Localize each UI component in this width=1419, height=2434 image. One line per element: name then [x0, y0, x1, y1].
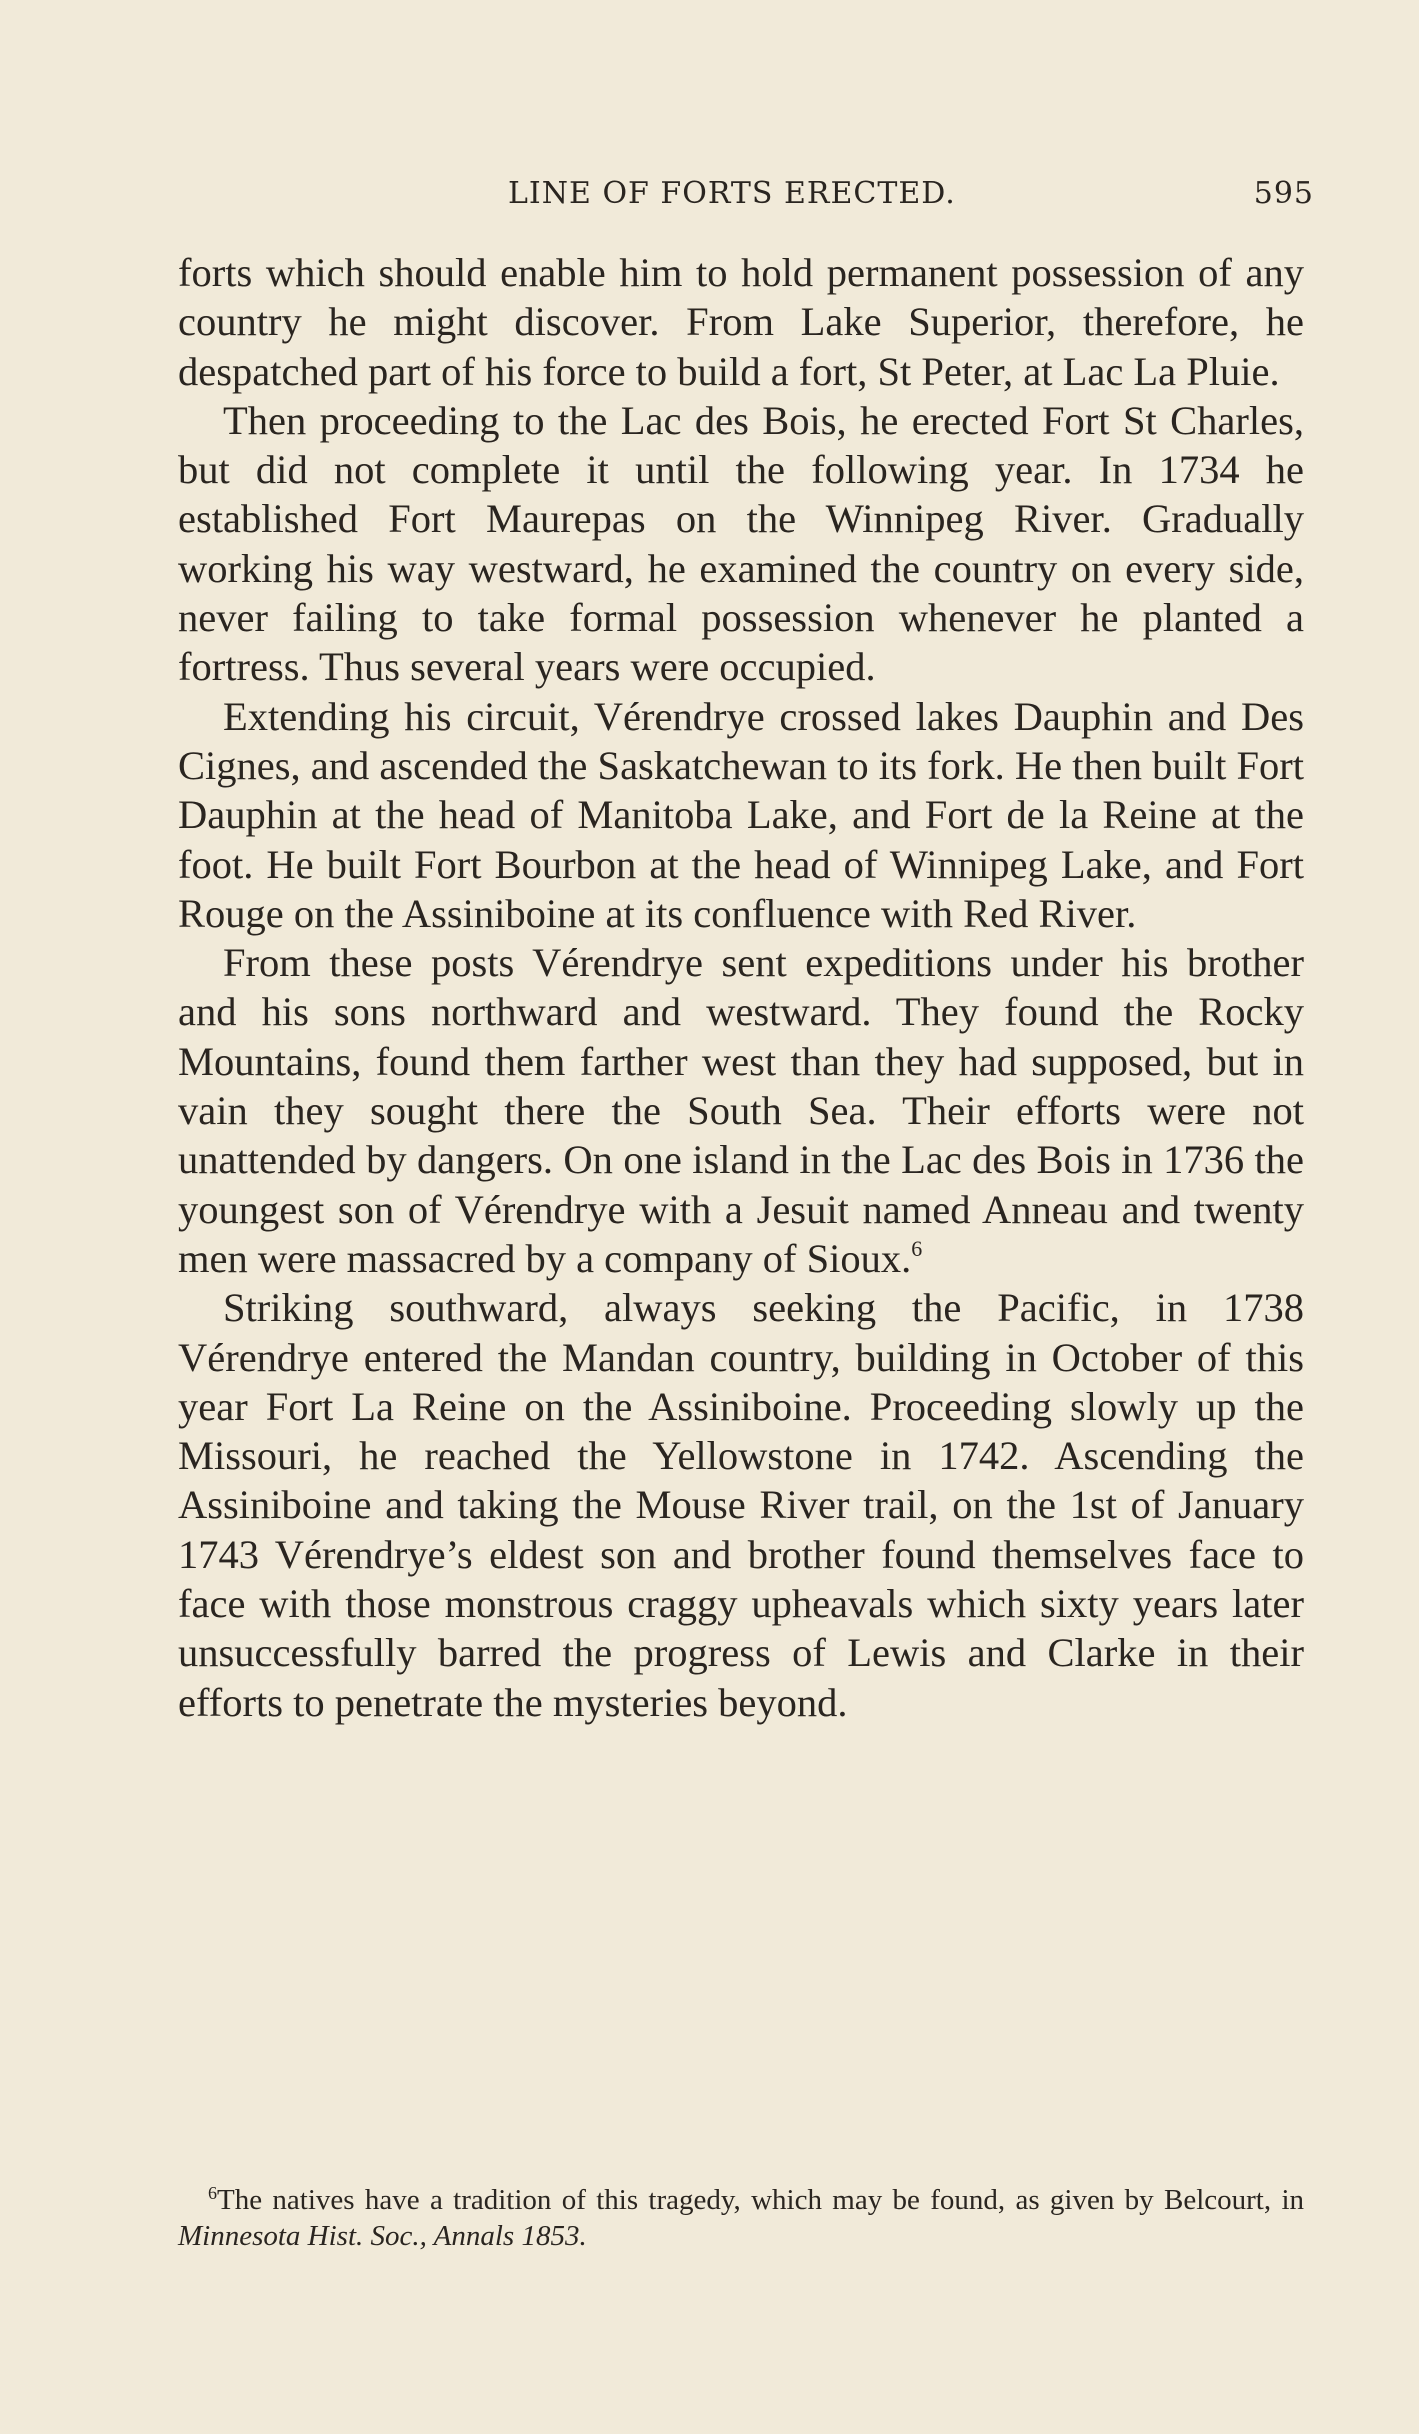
running-head — [178, 176, 1314, 216]
paragraph-2: Then proceeding to the Lac des Bois, he erected Fort St Charles, but did not complete it until the following year. In 1734 he established Fort Maurepas on the Winnipeg River. Gradually working his way westward, he examined the country on every side, never failing to take formal possession whenever he planted a fortress. Thus several years were occupied. — [178, 397, 1304, 690]
paragraph-4: From these posts Vérendrye sent expeditions under his brother and his sons northward and westward. They found the Rocky Mountains, found them farther west than they had supposed, but in vain they sought there the South Sea. Their efforts were not unattended by dangers. On one island in the Lac des Bois in 1736 the youngest son of Vérendrye with a Jesuit named Anneau and twenty men were massacred by a company of Sioux.$^6$ — [178, 940, 1304, 1281]
paragraph-3: Extending his circuit, Vérendrye crossed lakes Dauphin and Des Cignes, and ascended the Saskatchewan to its fork. He then built Fort Dauphin at the head of Manitoba Lake, and Fort de la Reine at the foot. He built Fort Bourbon at the head of Winnipeg Lake, and Fort Rouge on the Assiniboine at its confluence with Red River. — [178, 693, 1304, 936]
page-number: 595 — [1253, 176, 1314, 211]
footnote — [178, 2182, 1304, 2254]
paragraph-1: forts which should enable him to hold permanent possession of any country he might discover. From Lake Superior, therefore, he despatched part of his force to build a fort, St Peter, at Lac La Pluie. — [178, 250, 1304, 394]
footnote-reference: 6 — [911, 1235, 923, 1261]
footnote-text: The natives have a tradition of this tragedy, which may be found, as given by Belcourt, in — [217, 2184, 1304, 2216]
paragraph-5: Striking southward, always seeking the Pacific, in 1738 Vérendrye entered the Mandan country, building in October of this year Fort La Reine on the Assiniboine. Proceeding slowly up the Missouri, he reached the Yellowstone in 1742. Ascending the Assiniboine and taking the Mouse River trail, on the 1st of January 1743 Vérendrye’s eldest son and brother found themselves face to face with those monstrous craggy upheavals which sixty years later unsuccessfully barred the progress of Lewis and Clarke in their efforts to penetrate the mysteries beyond. — [178, 1285, 1304, 1725]
footnote-marker: 6 — [208, 2183, 217, 2203]
body-text — [178, 248, 1304, 1727]
footnote-work-title: Minnesota Hist. Soc., Annals — [178, 2220, 515, 2252]
footnote-year: 1853. — [521, 2220, 587, 2252]
running-title: LINE OF FORTS ERECTED. — [508, 176, 956, 211]
